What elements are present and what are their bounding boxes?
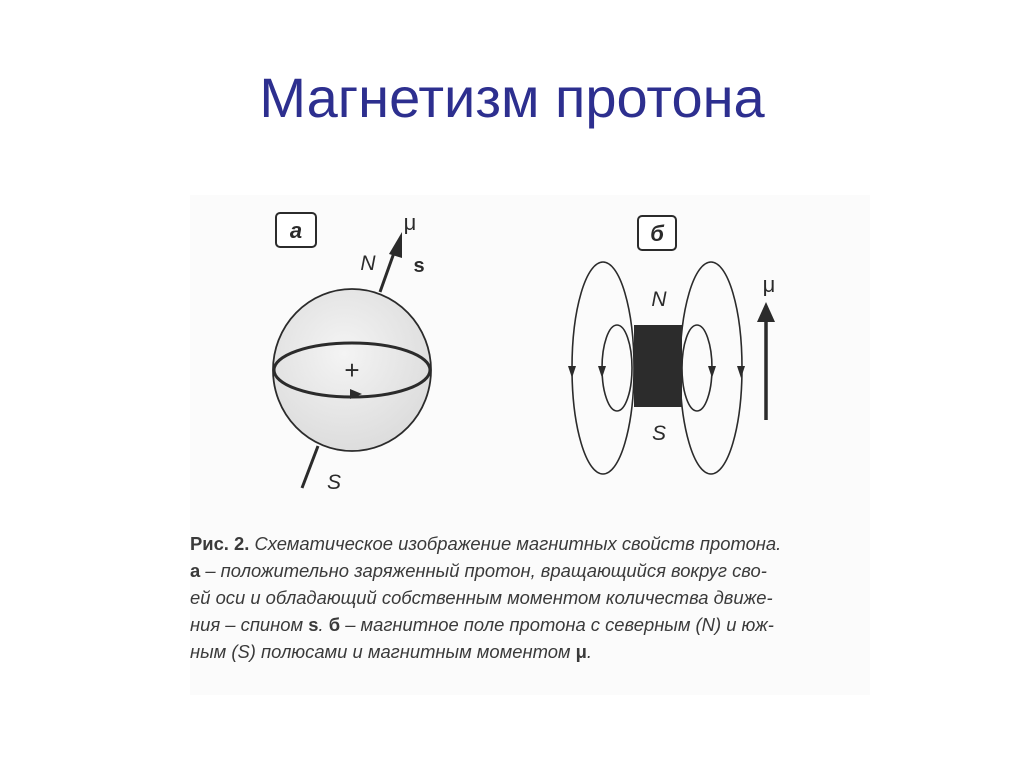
panel-a-tag: а [289, 218, 303, 243]
spin-axis-upper [380, 250, 395, 292]
field-arrow-inner-left [598, 366, 606, 378]
slide-title: Магнетизм протона [259, 66, 765, 129]
caption-line-1: Рис. 2. Схематическое изображение магнитных свойств протона. [190, 533, 782, 554]
field-arrow-inner-right [708, 366, 716, 378]
field-arrow-outer-right [737, 366, 745, 378]
north-pole-label-b: N [651, 288, 667, 311]
magnetic-moment-arrowhead [757, 302, 775, 322]
north-pole-label-a: N [360, 252, 376, 275]
caption-tag-b: б [328, 614, 341, 635]
south-pole-label-a: S [326, 471, 342, 494]
south-pole-label-b: S [651, 422, 667, 445]
caption-mu-symbol: μ [575, 641, 587, 662]
bar-magnet [634, 325, 682, 407]
charge-plus-sign: + [344, 355, 360, 385]
inner-field-line-left [602, 325, 632, 411]
panel-b-tag: б [650, 221, 664, 246]
panel-b [568, 216, 775, 474]
caption-line-3: ей оси и обладающий собственным моментом количества движе- [190, 587, 773, 608]
caption-figure-number: Рис. 2. [190, 533, 250, 554]
inner-field-line-right [682, 325, 712, 411]
panel-a [273, 210, 431, 494]
caption-line-2: а – положительно заряженный протон, вращающийся вокруг сво- [190, 560, 767, 581]
caption-line-5: ным (S) полюсами и магнитным моментом μ. [190, 641, 593, 662]
field-arrow-outer-left [568, 366, 576, 378]
figure-caption [190, 530, 870, 665]
caption-line-4: ния – спином s. б – магнитное поле протона с северным (N) и юж- [190, 614, 774, 635]
spin-label: s [413, 255, 425, 277]
magnetic-moment-label-b: μ [762, 272, 776, 297]
magnetic-moment-label-a: μ [403, 210, 417, 235]
caption-tag-a: а [190, 560, 201, 581]
spin-axis-lower [302, 446, 318, 488]
spin-axis-arrowhead [389, 232, 402, 258]
caption-spin-symbol: s [308, 614, 319, 635]
